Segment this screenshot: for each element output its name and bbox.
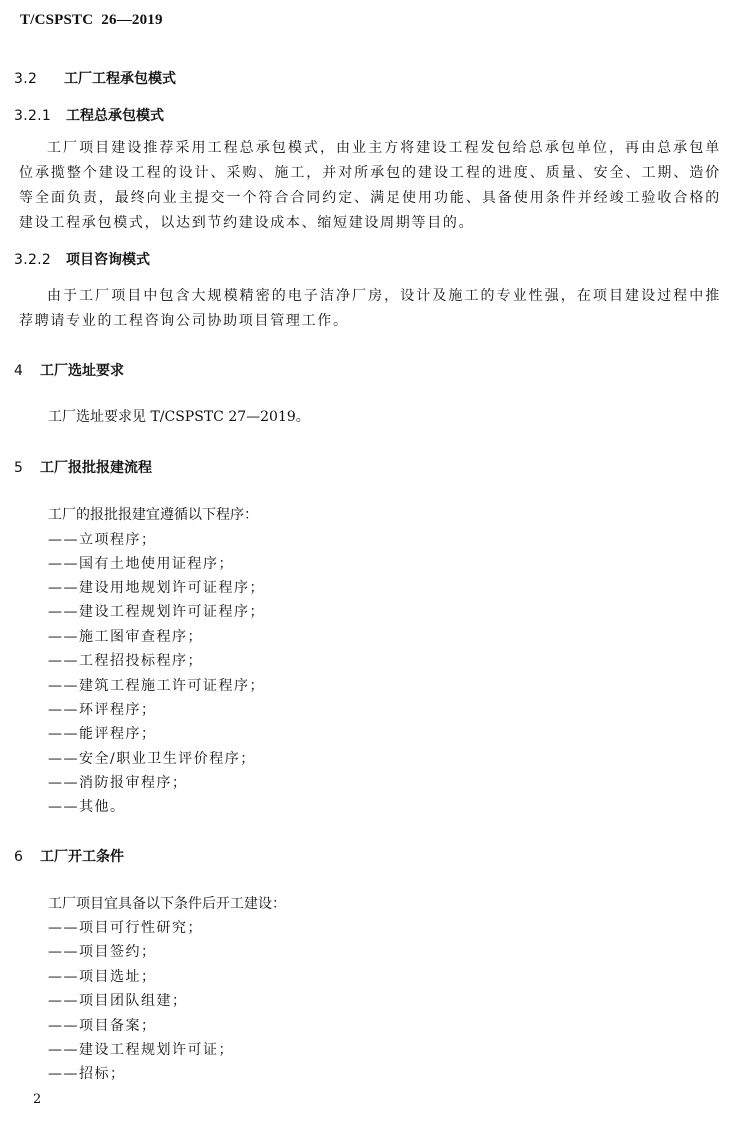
list-item: ——项目签约； — [48, 944, 157, 960]
section-3-2-heading — [14, 68, 176, 88]
section-title: 工厂报批报建流程 — [40, 460, 152, 476]
section-6-heading — [14, 846, 124, 866]
page-number: 2 — [33, 1092, 42, 1107]
standard-code: T/CSPSTC — [20, 12, 94, 28]
section-number: 3.2.1 — [14, 108, 52, 124]
list-item: ——项目备案； — [48, 1018, 157, 1034]
section-number: 5 — [14, 460, 24, 476]
section-number: 3.2 — [14, 71, 38, 87]
section-3-2-1-heading — [14, 105, 164, 125]
list-item: ——能评程序； — [48, 726, 157, 742]
list-item: ——安全/职业卫生评价程序； — [48, 751, 256, 767]
section-5-heading — [14, 457, 152, 477]
list-item: ——建设工程规划许可证； — [48, 1042, 234, 1058]
section-title: 项目咨询模式 — [66, 252, 150, 268]
section-number: 3.2.2 — [14, 252, 52, 268]
section-4-heading — [14, 360, 124, 380]
section-title: 工厂开工条件 — [40, 849, 124, 865]
start-conditions-intro: 工厂项目宜具备以下条件后开工建设： — [48, 896, 286, 912]
list-item: ——项目选址； — [48, 969, 157, 985]
list-item: ——施工图审查程序； — [48, 629, 203, 645]
list-item: ——消防报审程序； — [48, 775, 188, 791]
paragraph-consulting-mode: 由于工厂项目中包含大规模精密的电子洁净厂房，设计及施工的专业性强，在项目建设过程中推荐聘请专业的工程咨询公司协助项目管理工作。 — [19, 288, 721, 329]
list-item: ——工程招投标程序； — [48, 653, 203, 669]
section-number: 4 — [14, 363, 24, 379]
list-item: ——项目可行性研究； — [48, 920, 203, 936]
paragraph-epc-mode: 工厂项目建设推荐采用工程总承包模式，由业主方将建设工程发包给总承包单位，再由总承包单位承揽整个建设工程的设计、采购、施工，并对所承包的建设工程的进度、质量、安全、工期、造价等全面负责，最终向业主提交一个符合合同约定、满足使用功能、具备使用条件并经竣工验收合格的建设工程承包模式，以达到节约建设成本、缩短建设周期等目的。 — [19, 140, 721, 231]
list-item: ——国有土地使用证程序； — [48, 556, 234, 572]
list-item: ——招标； — [48, 1066, 126, 1082]
section-3-2-2-heading — [14, 249, 150, 269]
standard-number: 26—2019 — [101, 12, 163, 28]
list-item: ——建设用地规划许可证程序； — [48, 580, 265, 596]
approval-intro: 工厂的报批报建宜遵循以下程序： — [48, 507, 258, 523]
section-title: 工厂选址要求 — [40, 363, 124, 379]
list-item: ——项目团队组建； — [48, 993, 188, 1009]
page-header — [20, 12, 163, 29]
list-item: ——建设工程规划许可证程序； — [48, 604, 265, 620]
list-item: ——建筑工程施工许可证程序； — [48, 678, 265, 694]
list-item: ——立项程序； — [48, 532, 157, 548]
list-item: ——其他。 — [48, 799, 126, 815]
section-number: 6 — [14, 849, 24, 865]
site-selection-text: 工厂选址要求见 T/CSPSTC 27—2019。 — [48, 409, 310, 425]
list-item: ——环评程序； — [48, 702, 157, 718]
section-title: 工程总承包模式 — [66, 108, 164, 124]
section-title: 工厂工程承包模式 — [64, 71, 176, 87]
